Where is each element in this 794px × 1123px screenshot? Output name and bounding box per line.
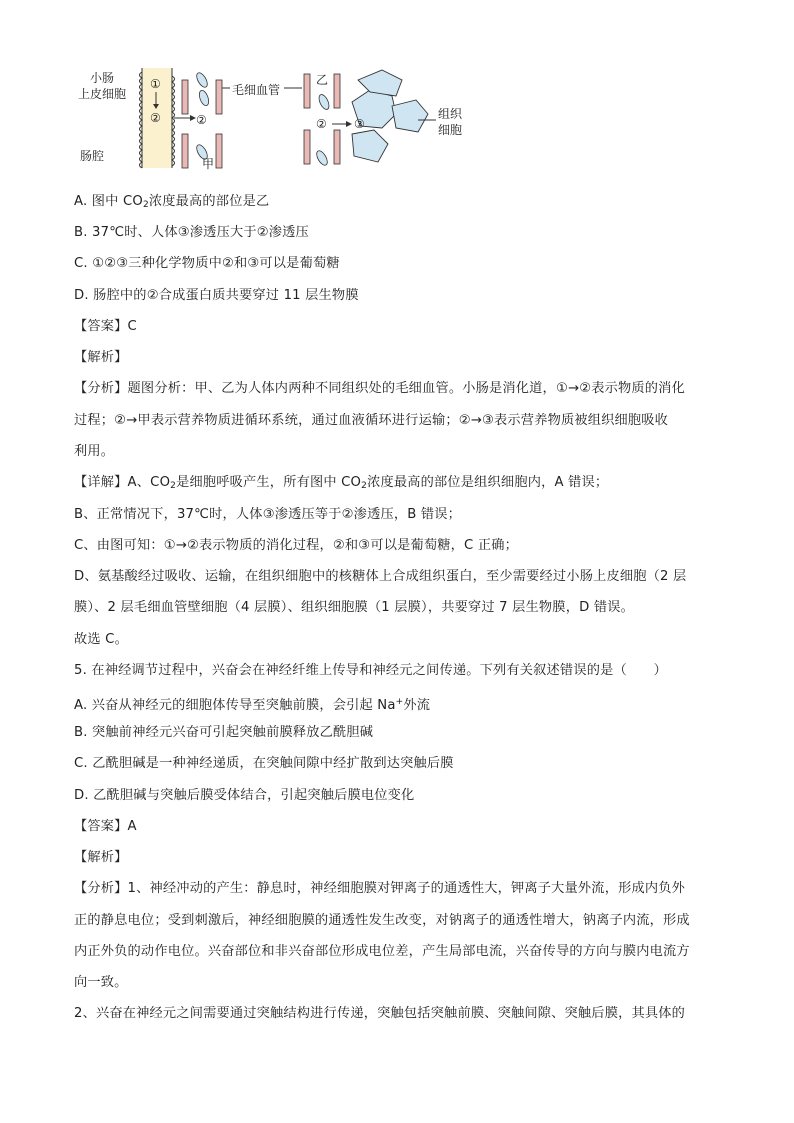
label-intestinal-lumen: 肠腔 <box>80 149 105 163</box>
q4-option-c: C. ①②③三种化学物质中②和③可以是葡萄糖 <box>74 256 340 271</box>
q5-fenxi-line-3: 内正外负的动作电位。兴奋部位和非兴奋部位形成电位差，产生局部电流，兴奋传导的方向与膜内电流方 <box>74 944 690 959</box>
q4-detail-a: 【详解】A、$CO_2$是细胞呼吸产生，所有图中 $CO_2$浓度最高的部位是组织细胞内，A 错误； <box>74 475 609 491</box>
q5-option-c: C. 乙酰胆碱是一种神经递质，在突触间隙中经扩散到达突触后膜 <box>74 756 454 771</box>
label-small-intestine: 小肠 <box>90 71 115 85</box>
label-mark-3: ③ <box>354 117 365 131</box>
label-capillary: 毛细血管 <box>232 83 281 97</box>
q5-fenxi-line-1: 【分析】1、神经冲动的产生：静息时，神经细胞膜对钾离子的通透性大，钾离子大量外流，形成内负外 <box>74 881 686 896</box>
q4-detail-d-line-1: D、氨基酸经过吸收、运输，在组织细胞中的核糖体上合成组织蛋白，至少需要经过小肠上皮细胞（2 层 <box>74 569 687 584</box>
q4-analysis-label: 【解析】 <box>74 350 128 365</box>
q5-option-a: A. 兴奋从神经元的细胞体传导至突触前膜，会引起 Na+外流 <box>74 697 431 713</box>
q4-answer: 【答案】C <box>74 319 137 334</box>
label-cell: 细胞 <box>438 123 463 137</box>
label-jia: 甲 <box>202 157 215 171</box>
label-yi: 乙 <box>316 73 329 87</box>
q4-detail-b: B、正常情况下，37℃时，人体③渗透压等于②渗透压，B 错误； <box>74 507 462 522</box>
label-epithelial-cell: 上皮细胞 <box>78 87 127 101</box>
q4-conclusion: 故选 C。 <box>74 632 128 647</box>
q4-fenxi-line-1: 【分析】题图分析：甲、乙为人体内两种不同组织处的毛细血管。小肠是消化道，①→②表示物质的消化 <box>74 381 685 396</box>
q4-option-a: A. 图中 $CO_2$浓度最高的部位是乙 <box>74 194 270 210</box>
q4-fenxi-line-2: 过程；②→甲表示营养物质进循环系统，通过血液循环进行运输；②→③表示营养物质被组织细胞吸收 <box>74 413 669 428</box>
red-blood-cell <box>195 71 210 89</box>
capillary-wall <box>182 80 188 114</box>
label-tissue: 组织 <box>438 107 463 121</box>
label-mark-1: ① <box>150 77 161 91</box>
q5-point-2: 2、兴奋在神经元之间需要通过突触结构进行传递，突触包括突触前膜、突触间隙、突触后膜，其具体的 <box>74 1006 686 1021</box>
q4-option-b: B. 37℃时、人体③渗透压大于②渗透压 <box>74 225 309 240</box>
label-mark-2-intestine: ② <box>150 111 161 125</box>
q5-answer: 【答案】A <box>74 819 137 834</box>
q5-option-d: D. 乙酰胆碱与突触后膜受体结合，引起突触后膜电位变化 <box>74 788 415 803</box>
q4-fenxi-line-3: 利用。 <box>74 444 115 459</box>
q5-stem: 5. 在神经调节过程中，兴奋会在神经纤维上传导和神经元之间传递。下列有关叙述错误的是（ ） <box>74 663 668 678</box>
q5-fenxi-line-2: 正的静息电位；受到刺激后，神经细胞膜的通透性发生改变，对钠离子的通透性增大，钠离子内流，形成 <box>74 913 690 928</box>
q4-detail-c: C、由图可知：①→②表示物质的消化过程，②和③可以是葡萄糖，C 正确； <box>74 538 519 553</box>
label-mark-2-capillary: ② <box>196 113 207 127</box>
q5-analysis-label: 【解析】 <box>74 850 128 865</box>
diagram-figure <box>70 62 470 174</box>
label-mark-2-tissue: ② <box>316 117 327 131</box>
q4-option-d: D. 肠腔中的②合成蛋白质共要穿过 11 层生物膜 <box>74 288 359 303</box>
q5-option-b: B. 突触前神经元兴奋可引起突触前膜释放乙酰胆碱 <box>74 725 374 740</box>
q4-detail-d-line-2: 膜）、2 层毛细血管壁细胞（4 层膜）、组织细胞膜（1 层膜），共要穿过 7 层生物膜，D 错误。 <box>74 600 634 615</box>
q5-fenxi-line-4: 向一致。 <box>74 975 128 990</box>
